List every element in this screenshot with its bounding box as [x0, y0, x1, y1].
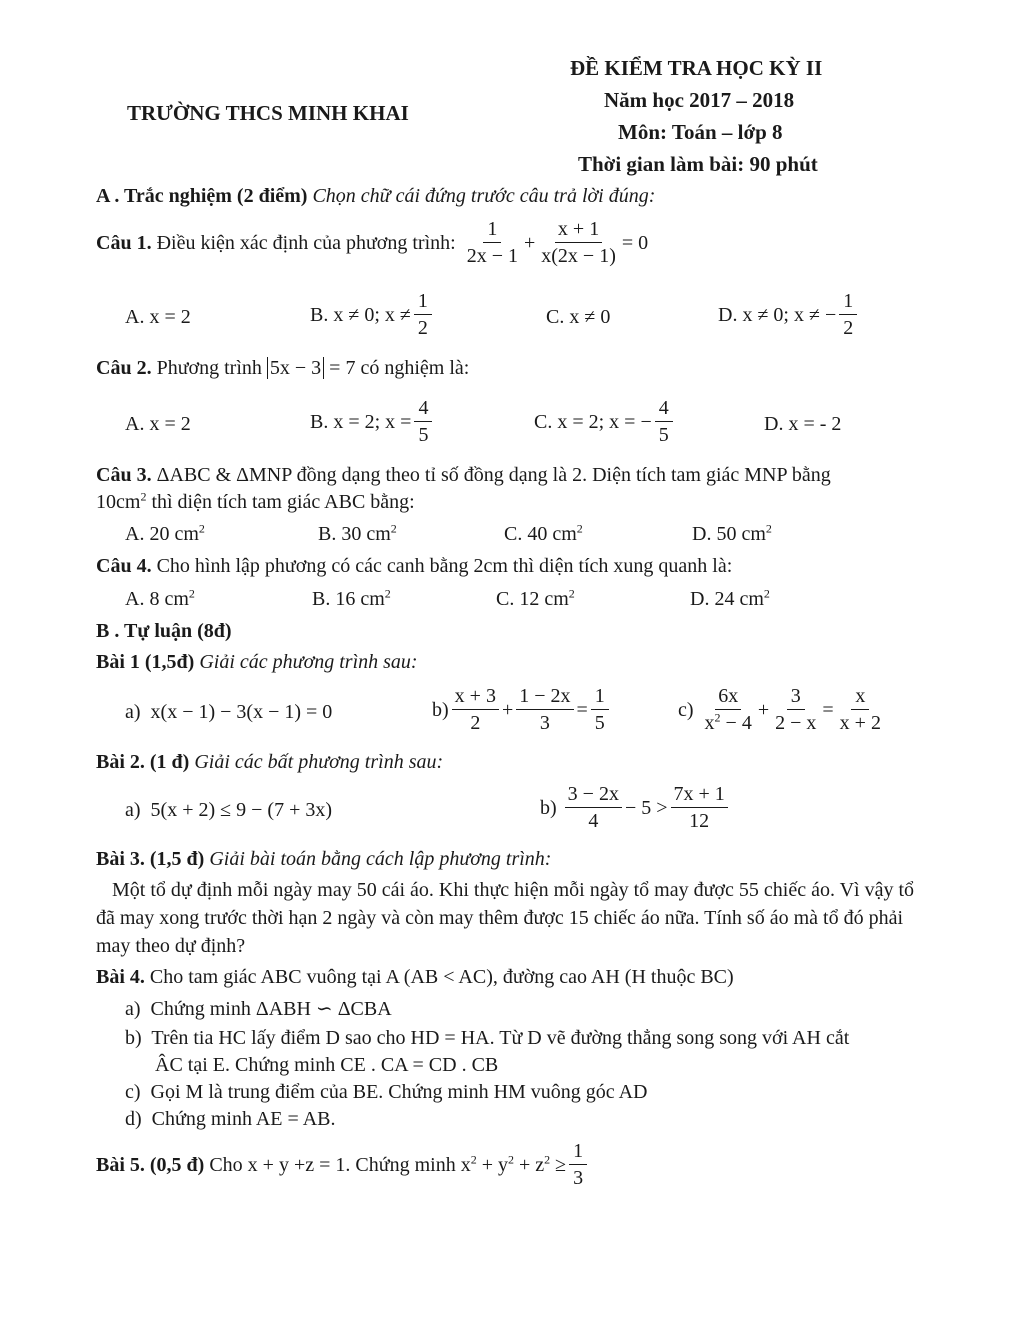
bai2-b-mid: − 5 >: [624, 796, 668, 819]
q1-option-c[interactable]: C. x ≠ 0: [546, 306, 611, 328]
q3-line-1: ΔABC & ΔMNP đồng dạng theo tỉ số đồng dạng là 2. Diện tích tam giác MNP bằng: [156, 464, 831, 486]
bai5-y-sup: 2: [507, 1151, 514, 1166]
q3-option-d[interactable]: [692, 521, 772, 545]
bai2-b-frac-2: [671, 783, 728, 832]
bai1-part-c: [678, 685, 887, 734]
q4-c-sup: 2: [568, 586, 575, 601]
bai1-b-frac-2: [516, 685, 573, 734]
bai3-instruction: Giải bài toán bằng cách lập phương trình:: [209, 848, 552, 870]
bai1-c-d1-pre: x: [704, 712, 715, 734]
bai4-item-d: [125, 1109, 335, 1129]
q3-line-2-sup: 2: [140, 489, 147, 504]
bai4-a-text: Chứng minh: [150, 998, 251, 1020]
q3-c-sup: 2: [576, 521, 583, 536]
bai5-x: x: [460, 1153, 471, 1176]
q2-option-a[interactable]: A. x = 2: [125, 413, 191, 435]
bai2-b-d1: 4: [588, 810, 599, 832]
q2-option-d[interactable]: D. x = - 2: [764, 413, 842, 435]
q4-option-a[interactable]: [125, 586, 195, 610]
q3-d-sup: 2: [765, 521, 772, 536]
q1-b-num: 1: [414, 290, 432, 315]
section-a-title: A . Trắc nghiệm (2 điểm): [96, 185, 308, 207]
bai1-instruction: Giải các phương trình sau:: [199, 651, 418, 673]
q3-line-2-rest: thì diện tích tam giác ABC bằng:: [151, 491, 415, 513]
q4-b-text: B. 16 cm: [312, 588, 385, 610]
bai4-d-label: d): [125, 1108, 142, 1130]
q2-abs-rhs: = 7: [329, 357, 356, 379]
bai2-part-a: [125, 800, 332, 820]
bai2-b-frac-1: [565, 783, 622, 832]
q2-c-num: 4: [655, 397, 673, 422]
bai4-d-text: Chứng minh AE = AB.: [151, 1108, 336, 1130]
q2-text-pre: Phương trình: [156, 357, 262, 379]
q3-a-sup: 2: [198, 521, 205, 536]
q2-b-text: B. x = 2; x =: [310, 410, 412, 433]
bai5-z: + z: [513, 1153, 545, 1176]
bai4-a-math: ΔABH ∽ ΔCBA: [255, 998, 392, 1020]
bai1-b-eq: =: [576, 698, 588, 721]
q1-f2-num: x + 1: [555, 218, 602, 243]
bai2-instruction: Giải các bất phương trình sau:: [194, 751, 444, 773]
bai1-b-d2: 3: [539, 712, 550, 734]
q4-d-text: D. 24 cm: [690, 588, 764, 610]
bai-1-heading: [96, 652, 418, 672]
bai4-item-a: [125, 999, 392, 1019]
q4-b-sup: 2: [384, 586, 391, 601]
bai4-b-text: Trên tia HC lấy điểm D sao cho HD = HA. Từ D vẽ đường thẳng song song với AH cắt: [151, 1027, 850, 1049]
question-1: [96, 218, 648, 267]
bai2-b-n2: 7x + 1: [671, 783, 728, 808]
bai1-b-n3: 1: [591, 685, 609, 710]
bai-3-heading: [96, 849, 551, 869]
bai-5: [96, 1140, 590, 1189]
bai1-c-d3: x + 2: [839, 712, 881, 734]
q2-c-den: 5: [658, 424, 669, 446]
q2-label: Câu 2.: [96, 357, 152, 379]
bai1-c-n1: 6x: [715, 685, 741, 710]
bai4-c-label: c): [125, 1081, 141, 1103]
q1-fraction-2: [538, 218, 619, 267]
bai1-b-frac-1: [452, 685, 499, 734]
bai5-fraction: [569, 1140, 587, 1189]
q2-c-fraction: [655, 397, 673, 446]
q4-c-text: C. 12 cm: [496, 588, 569, 610]
q2-b-num: 4: [414, 397, 432, 422]
q1-f2-den: x(2x − 1): [541, 245, 616, 267]
q1-b-fraction: [414, 290, 432, 339]
q1-option-a[interactable]: A. x = 2: [125, 306, 191, 328]
q4-option-c[interactable]: [496, 586, 575, 610]
bai-4-heading: [96, 967, 734, 987]
bai1-c-d1-sup: 2: [714, 710, 721, 725]
subject: Môn: Toán – lớp 8: [618, 120, 783, 144]
bai3-body: Một tổ dự định mỗi ngày may 50 cái áo. Khi thực hiện mỗi ngày tổ may được 55 chiếc áo. Vì vậy tổ đã may xong trước thời hạn 2 ngày và còn may thêm được 15 chiếc áo nữa. Tính số áo mà tổ đó phải may theo dự định?: [96, 879, 915, 957]
exam-title: ĐỀ KIỂM TRA HỌC KỲ II: [570, 56, 823, 80]
bai2-a-label: a): [125, 799, 141, 821]
bai1-c-d2: 2 − x: [775, 712, 817, 734]
bai1-c-plus: +: [757, 698, 770, 721]
q1-plus: +: [523, 231, 536, 254]
q2-c-text: C. x = 2; x = −: [534, 410, 652, 433]
q3-option-a[interactable]: [125, 521, 205, 545]
bai1-c-n3: x: [851, 685, 869, 710]
bai2-b-d2: 12: [689, 810, 710, 832]
q1-d-den: 2: [843, 317, 854, 339]
bai1-part-b: [432, 685, 612, 734]
bai4-item-b: [125, 1028, 849, 1048]
section-a-instruction: Chọn chữ cái đứng trước câu trả lời đúng:: [312, 185, 656, 207]
bai1-c-n2: 3: [787, 685, 805, 710]
q3-option-b[interactable]: [318, 521, 397, 545]
question-3-line-1: [96, 465, 831, 485]
bai1-b-plus: +: [501, 698, 514, 721]
q1-b-den: 2: [417, 317, 428, 339]
q2-text-post: có nghiệm là:: [360, 357, 470, 379]
bai1-a-eq: x(x − 1) − 3(x − 1) = 0: [150, 701, 333, 723]
bai1-label: Bài 1 (1,5đ): [96, 651, 195, 673]
bai4-b-label: b): [125, 1027, 142, 1049]
q4-text: Cho hình lập phương có các canh bằng 2cm thì diện tích xung quanh là:: [156, 555, 733, 577]
bai5-den: 3: [573, 1167, 584, 1189]
q4-a-text: A. 8 cm: [125, 588, 189, 610]
q1-option-d[interactable]: [718, 290, 860, 339]
school-name: TRƯỜNG THCS MINH KHAI: [127, 101, 409, 125]
bai4-label: Bài 4.: [96, 966, 145, 988]
q1-f1-num: 1: [483, 218, 501, 243]
q3-line-2-val: 10cm: [96, 491, 141, 513]
q2-option-c[interactable]: [534, 397, 676, 446]
bai2-b-n1: 3 − 2x: [565, 783, 622, 808]
duration: Thời gian làm bài: 90 phút: [578, 152, 818, 176]
bai5-label: Bài 5. (0,5 đ): [96, 1153, 205, 1176]
q1-f1-den: 2x − 1: [466, 245, 518, 267]
q4-a-sup: 2: [188, 586, 195, 601]
bai1-b-d1: 2: [470, 712, 481, 734]
bai3-label: Bài 3. (1,5 đ): [96, 848, 205, 870]
q1-d-num: 1: [839, 290, 857, 315]
bai1-part-a: [125, 702, 332, 722]
q4-label: Câu 4.: [96, 555, 152, 577]
bai2-b-label: b): [540, 796, 557, 819]
school-year: Năm học 2017 – 2018: [604, 88, 795, 112]
bai4-c-text: Gọi M là trung điểm của BE. Chứng minh HM vuông góc AD: [150, 1081, 648, 1103]
question-2: [96, 358, 469, 378]
bai1-c-d1-post: − 4: [720, 712, 752, 734]
bai2-label: Bài 2. (1 đ): [96, 751, 190, 773]
bai4-b-text-2: ÂC tại E. Chứng minh CE . CA = CD . CB: [155, 1054, 499, 1076]
bai5-z-sup: 2: [544, 1151, 551, 1166]
bai1-b-label: b): [432, 698, 449, 721]
bai1-b-n2: 1 − 2x: [516, 685, 573, 710]
q2-option-b[interactable]: [310, 397, 435, 446]
bai4-text: Cho tam giác ABC vuông tại A (AB < AC), đường cao AH (H thuộc BC): [149, 966, 734, 988]
bai2-part-b: [540, 783, 731, 832]
q1-d-fraction: [839, 290, 857, 339]
section-a-heading: [96, 186, 655, 206]
q1-rhs: = 0: [621, 231, 649, 254]
q2-b-fraction: [414, 397, 432, 446]
q3-d-text: D. 50 cm: [692, 523, 766, 545]
bai4-item-c: [125, 1082, 647, 1102]
q3-option-c[interactable]: [504, 521, 583, 545]
bai-2-heading: [96, 752, 443, 772]
q1-b-text: B. x ≠ 0; x ≠: [310, 303, 411, 326]
q1-fraction-1: [464, 218, 521, 267]
q4-option-b[interactable]: [312, 586, 391, 610]
q3-label: Câu 3.: [96, 464, 152, 486]
q1-d-text: D. x ≠ 0; x ≠ −: [718, 303, 837, 326]
bai1-a-label: a): [125, 701, 141, 723]
bai5-x-sup: 2: [470, 1151, 477, 1166]
bai1-b-n1: x + 3: [452, 685, 499, 710]
q3-c-text: C. 40 cm: [504, 523, 577, 545]
bai1-c-frac-2: [772, 685, 819, 734]
bai1-c-d1: [702, 710, 755, 734]
bai4-a-label: a): [125, 998, 141, 1020]
q1-text: Điều kiện xác định của phương trình:: [156, 231, 456, 254]
q3-b-sup: 2: [390, 521, 397, 536]
bai1-b-frac-3: [591, 685, 609, 734]
question-4: [96, 556, 732, 576]
q2-abs-expr: 5x − 3: [267, 357, 324, 379]
bai5-num: 1: [569, 1140, 587, 1165]
bai1-c-frac-3: [837, 685, 884, 734]
bai1-b-d3: 5: [594, 712, 605, 734]
bai5-text: Cho x + y +z = 1. Chứng minh: [209, 1153, 456, 1176]
bai5-y: + y: [476, 1153, 508, 1176]
q3-a-text: A. 20 cm: [125, 523, 199, 545]
bai2-a-eq: 5(x + 2) ≤ 9 − (7 + 3x): [150, 799, 333, 821]
section-b-title: B . Tự luận (8đ): [96, 620, 232, 642]
q1-label: Câu 1.: [96, 231, 152, 254]
bai5-ge: ≥: [550, 1153, 567, 1176]
q4-option-d[interactable]: [690, 586, 770, 610]
q3-b-text: B. 30 cm: [318, 523, 391, 545]
bai1-c-frac-1: [702, 685, 755, 734]
q2-b-den: 5: [418, 424, 429, 446]
bai1-c-eq: =: [822, 698, 834, 721]
bai1-c-label: c): [678, 698, 694, 721]
q1-option-b[interactable]: [310, 290, 435, 339]
question-3-line-2: [96, 489, 415, 513]
q4-d-sup: 2: [763, 586, 770, 601]
bai5-expr: [460, 1151, 567, 1176]
